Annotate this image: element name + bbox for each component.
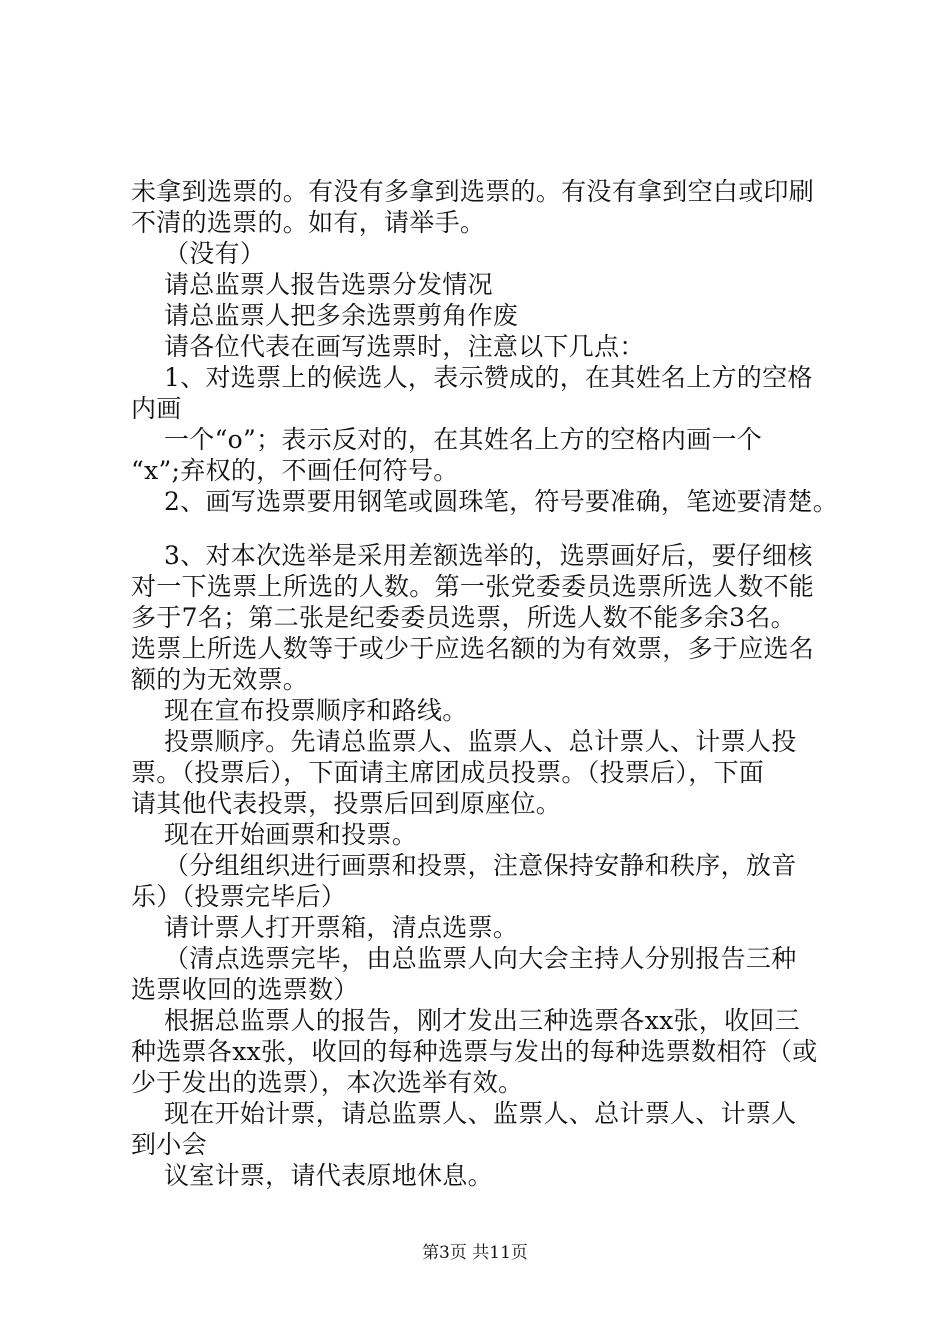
text-line: 现在开始画票和投票。 bbox=[131, 820, 417, 849]
text-line: 请总监票人报告选票分发情况 bbox=[131, 270, 493, 299]
document-body bbox=[131, 176, 851, 1191]
text-line: 2、画写选票要用钢笔或圆珠笔，符号要准确，笔迹要清楚。 bbox=[131, 487, 838, 516]
text-line: 现在开始计票，请总监票人、监票人、总计票人、计票人 bbox=[131, 1099, 797, 1128]
text-line: 请总监票人把多余选票剪角作废 bbox=[131, 301, 519, 330]
text-line: 多于7名；第二张是纪委委员选票，所选人数不能多余3名。 bbox=[131, 603, 796, 632]
text-line: 请各位代表在画写选票时，注意以下几点： bbox=[131, 332, 645, 361]
text-line: 请计票人打开票箱，清点选票。 bbox=[131, 913, 519, 942]
text-line: 到小会 bbox=[131, 1130, 207, 1159]
text-line: 3、对本次选举是采用差额选举的，选票画好后，要仔细核 bbox=[131, 541, 813, 570]
text-line: 对一下选票上所选的人数。第一张党委委员选票所选人数不能 bbox=[131, 572, 815, 601]
text-line: 请其他代表投票，投票后回到原座位。 bbox=[131, 789, 562, 818]
text-line: 选票上所选人数等于或少于应选名额的为有效票，多于应选名 bbox=[131, 634, 815, 663]
page-number-footer: 第3页 共11页 bbox=[422, 1243, 528, 1263]
text-line: 议室计票，请代表原地休息。 bbox=[131, 1161, 493, 1190]
text-line: 少于发出的选票），本次选举有效。 bbox=[131, 1068, 524, 1097]
blank-line bbox=[131, 517, 851, 540]
text-line: 未拿到选票的。有没有多拿到选票的。有没有拿到空白或印刷 bbox=[131, 177, 815, 206]
text-line: 票。（投票后），下面请主席团成员投票。（投票后），下面 bbox=[131, 758, 765, 787]
text-line: 一个“o”；表示反对的，在其姓名上方的空格内画一个 bbox=[131, 425, 763, 454]
text-line: “x”;弃权的，不画任何符号。 bbox=[131, 456, 459, 485]
text-line: 不清的选票的。如有，请举手。 bbox=[131, 208, 486, 237]
text-line: （没有） bbox=[131, 239, 266, 268]
text-line: 投票顺序。先请总监票人、监票人、总计票人、计票人投 bbox=[131, 727, 797, 756]
text-line: 根据总监票人的报告，刚才发出三种选票各xx张，收回三 bbox=[131, 1006, 800, 1035]
text-line: 现在宣布投票顺序和路线。 bbox=[131, 696, 468, 725]
text-line: 额的为无效票。 bbox=[131, 665, 309, 694]
text-line: 种选票各xx张，收回的每种选票与发出的每种选票数相符（或 bbox=[131, 1037, 818, 1066]
text-line: （清点选票完毕，由总监票人向大会主持人分别报告三种 bbox=[131, 944, 797, 973]
text-line: 1、对选票上的候选人，表示赞成的，在其姓名上方的空格 bbox=[131, 363, 813, 392]
text-line: （分组组织进行画票和投票，注意保持安静和秩序，放音 bbox=[131, 851, 797, 880]
text-line: 内画 bbox=[131, 394, 182, 423]
text-line: 选票收回的选票数） bbox=[131, 975, 359, 1004]
text-line: 乐）（投票完毕后） bbox=[131, 882, 347, 911]
